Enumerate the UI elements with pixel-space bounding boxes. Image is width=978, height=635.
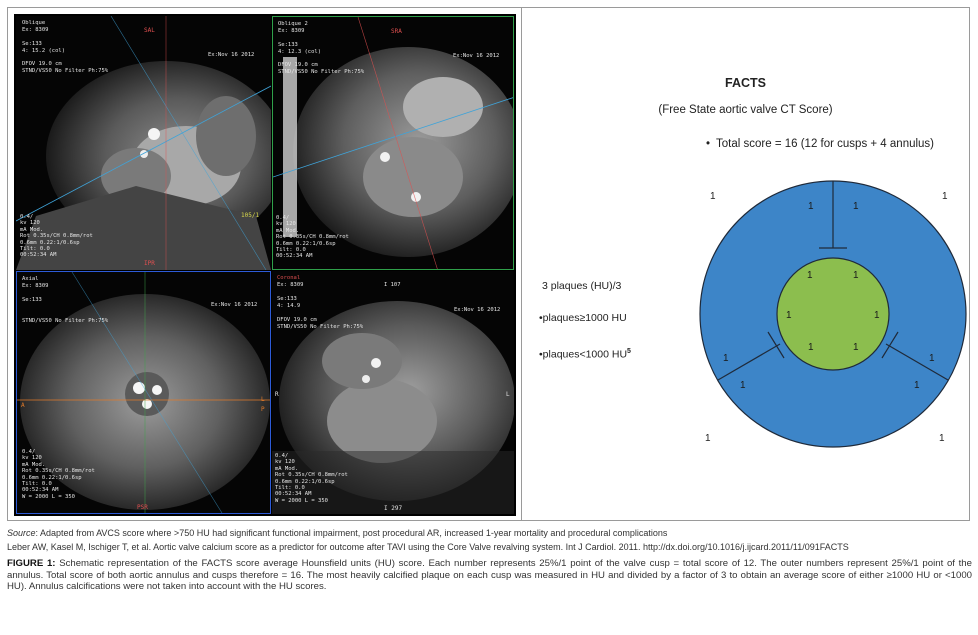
ct-right-mark-2: P — [261, 406, 265, 413]
ct-params-label: 0.4/ kv 120 mA Mod. Rot 0.35s/CH 0.8mm/rot 0.6mm 0.22:1/0.6sp Tilt: 0.0 00:52:34 AM — [20, 214, 93, 259]
ct-image-panel — [14, 14, 516, 516]
ct-view-label: Axial — [22, 276, 39, 282]
annulus-value-bottom-right: 1 — [939, 433, 945, 444]
ct-image-label: 4: 12.3 (col) — [278, 49, 322, 55]
ct-view-label: Oblique — [22, 20, 46, 26]
ct-params-label: 0.4/ kv 120 mA Mod. Rot 0.35s/CH 0.8mm/rot 0.6mm 0.22:1/0.6sp Tilt: 0.0 00:52:34 AM W = 2000 L = 350 — [275, 453, 348, 504]
outer-cusp-value: 1 — [929, 353, 935, 364]
legend-plaques: 3 plaques (HU)/3 — [542, 280, 622, 292]
source-note — [7, 528, 972, 538]
ct-quadrant-coronal — [272, 271, 514, 514]
inner-cusp-core — [777, 258, 889, 370]
ct-right-mark: L — [506, 391, 510, 398]
outer-cusp-value: 1 — [740, 380, 746, 391]
inner-cusp-value: 1 — [874, 310, 880, 321]
ct-series-label: Se:133 — [277, 296, 297, 302]
ct-bottom-label: PSR — [137, 504, 148, 511]
ct-view-label: Coronal — [277, 275, 301, 281]
facts-valve-diagram — [522, 8, 969, 520]
facts-subtitle: (Free State aortic valve CT Score) — [658, 104, 833, 116]
ct-image-label: 4: 15.2 (col) — [22, 48, 66, 54]
ct-bottom-label: I 297 — [384, 505, 403, 512]
ct-image-label: 4: 14.9 — [277, 303, 301, 309]
inner-cusp-value: 1 — [807, 270, 813, 281]
inner-cusp-value: 1 — [808, 342, 814, 353]
ct-exam-label: Ex: 8309 — [22, 27, 49, 33]
outer-cusp-value: 1 — [723, 353, 729, 364]
ct-orientation-label: SAL — [144, 27, 155, 34]
source-text: : Adapted from AVCS score where >750 HU had significant functional impairment, post procedural AR, increased 1-year mortality and procedural complications — [35, 528, 668, 538]
ct-quadrant-oblique-2 — [272, 16, 514, 270]
outer-cusp-value: 1 — [853, 201, 859, 212]
ct-series-label: Se:133 — [22, 297, 42, 303]
legend-lt-sup: 5 — [627, 348, 631, 355]
annulus-value-top-left: 1 — [710, 191, 716, 202]
annulus-value-bottom-left: 1 — [705, 433, 711, 444]
ct-params-label: 0.4/ kv 120 mA Mod. Rot 0.35s/CH 0.8mm/rot 0.6mm 0.22:1/0.6sp Tilt: 0.0 00:52:34 AM — [276, 215, 349, 260]
facts-total-text: Total score = 16 (12 for cusps + 4 annulus) — [716, 138, 935, 150]
annulus-value-top-right: 1 — [942, 191, 948, 202]
ct-quadrant-oblique — [16, 16, 271, 270]
inner-cusp-value: 1 — [853, 342, 859, 353]
outer-cusp-value: 1 — [914, 380, 920, 391]
legend-ge-1000: •plaques≥1000 HU — [539, 312, 627, 324]
ct-left-mark: R — [275, 391, 279, 398]
figure-frame — [7, 7, 970, 521]
ct-dfov-label: DFOV 19.0 cm — [278, 62, 318, 68]
ct-slice-label: I 107 — [384, 282, 401, 288]
legend-lt-text: •plaques<1000 HU — [539, 348, 628, 361]
ct-filter-label: STND/VS50 No Filter Ph:75% — [278, 69, 365, 75]
ct-exam-label: Ex: 8309 — [277, 282, 304, 288]
ct-series-label: Se:133 — [22, 41, 42, 47]
ct-date-label: Ex:Nov 16 2012 — [211, 302, 258, 308]
outer-cusp-value: 1 — [808, 201, 814, 212]
figure-caption-text: Schematic representation of the FACTS score average Hounsfield units (HU) score. Each number represents 25%/1 point of the valve cusp = total score of 12. The outer numbers represent 25%/1 point of the annulus. Total score of both aortic annulus and cusps therefore = 16. The most heavily calcified plaque on each cusp was measured in HU and divided by a factor of 3 to obtain an average score of either ≥1000 HU or <1000 HU). Annulus calcifications were not taken into account with the HU scores. — [7, 558, 972, 593]
ct-params-label: 0.4/ kv 120 mA Mod. Rot 0.35s/CH 0.8mm/rot 0.6mm 0.22:1/0.6sp Tilt: 0.0 00:52:34 AM W = 2000 L = 350 — [22, 449, 95, 500]
ct-date-label: Ex:Nov 16 2012 — [453, 53, 500, 59]
ct-filter-label: STND/VS50 No Filter Ph:75% — [22, 68, 109, 74]
ct-left-mark: A — [21, 402, 25, 409]
inner-cusp-value: 1 — [786, 310, 792, 321]
ct-dfov-label: DFOV 19.0 cm — [22, 61, 62, 67]
reference-citation: Leber AW, Kasel M, Ischiger T, et al. Aortic valve calcium score as a predictor for outcome after TAVI using the Core Valve revalving system. Int J Cardiol. 2011. http://dx.doi.org/10.1016/j.ijcard.2011/11/091FACTS — [7, 542, 849, 552]
ct-right-mark: L — [261, 396, 265, 403]
ct-filter-label: STND/VS50 No Filter Ph:75% — [277, 324, 364, 330]
ct-bottom-label: IPR — [144, 260, 155, 267]
ct-date-label: Ex:Nov 16 2012 — [454, 307, 501, 313]
bullet: • — [706, 138, 711, 150]
ct-series-label: Se:133 — [278, 42, 298, 48]
ct-exam-label: Ex: 8309 — [278, 28, 305, 34]
ct-dfov-label: DFOV 19.0 cm — [277, 317, 317, 323]
ct-orientation-label: SRA — [391, 28, 402, 35]
ct-exam-label: Ex: 8309 — [22, 283, 49, 289]
figure-captions — [7, 528, 972, 593]
figure-label: FIGURE 1: — [7, 558, 56, 569]
facts-title: FACTS — [725, 76, 766, 90]
ct-date-label: Ex:Nov 16 2012 — [208, 52, 255, 58]
inner-cusp-value: 1 — [853, 270, 859, 281]
facts-panel — [522, 8, 969, 520]
ct-side-label: 105/1 — [241, 212, 260, 219]
ct-view-label: Oblique 2 — [278, 21, 308, 27]
ct-filter-label: STND/VS50 No Filter Ph:75% — [22, 318, 109, 324]
figure-caption — [7, 558, 972, 593]
source-label: Source — [7, 528, 36, 538]
ct-quadrant-axial — [16, 271, 271, 514]
